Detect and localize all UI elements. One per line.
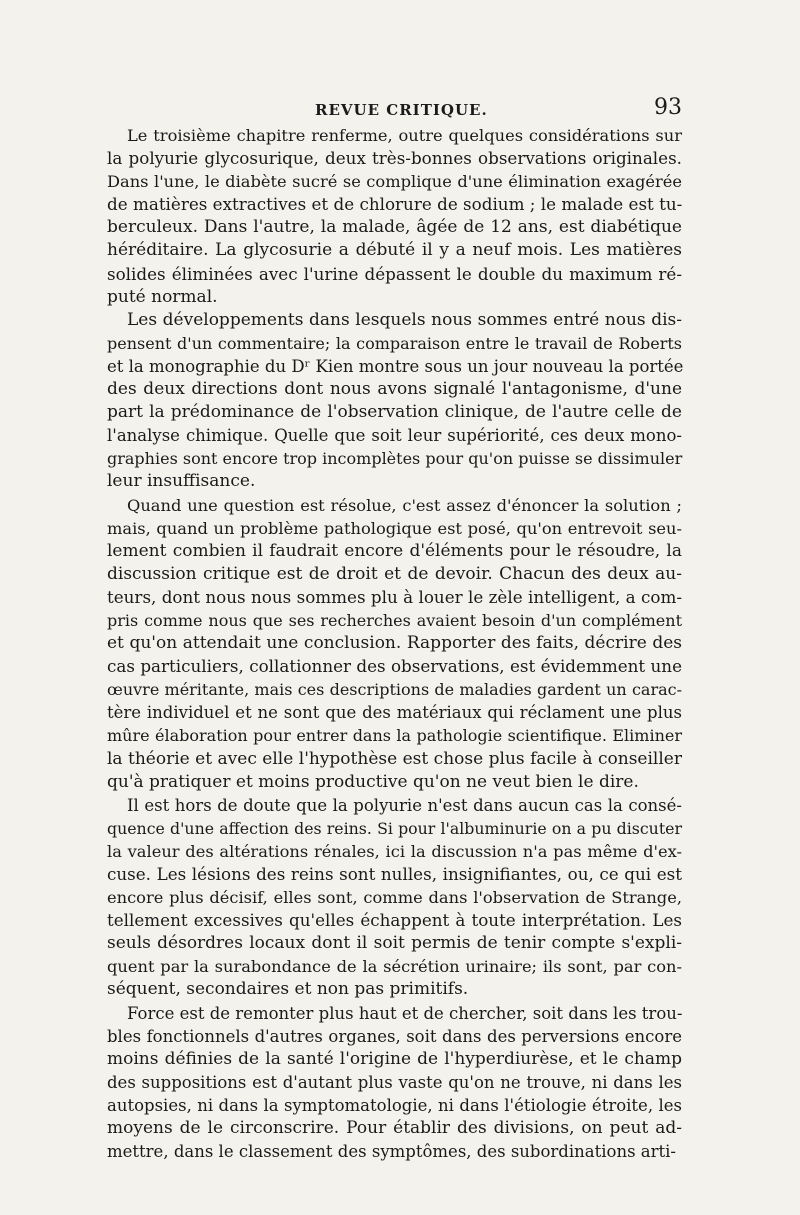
text-line: et la monographie du Dʳ Kien montre sous un jour nouveau la portée (107, 356, 684, 376)
text-line: Il est hors de doute que la polyurie n'est dans aucun cas la consé- (127, 795, 682, 815)
text-line: cas particuliers, collationner des observations, est évidemment une (107, 656, 682, 677)
text-line: quent par la surabondance de la sécrétion urinaire; ils sont, par con- (107, 957, 682, 977)
text-line: cuse. Les lésions des reins sont nulles, insignifiantes, ou, ce qui est (107, 864, 682, 884)
text-line: Le troisième chapitre renferme, outre quelques considérations sur (127, 126, 682, 145)
text-line: berculeux. Dans l'autre, la malade, âgée de 12 ans, est diabétique (107, 217, 682, 238)
paragraph (107, 494, 682, 794)
text-line: l'analyse chimique. Quelle que soit leur supériorité, ces deux mono- (107, 426, 682, 446)
text-line: mais, quand un problème pathologique est posé, qu'on entrevoit seu- (107, 518, 682, 538)
text-line: solides éliminées avec l'urine dépassent le double du maximum ré- (107, 263, 682, 284)
text-line: de matières extractives et de chlorure de sodium ; le malade est tu- (107, 194, 683, 215)
page-number: 93 (654, 95, 682, 120)
text-line: séquent, secondaires et non pas primitifs. (107, 979, 469, 1000)
text-line: héréditaire. La glycosurie a débuté il y a neuf mois. Les matières (107, 240, 682, 261)
text-line: Quand une question est résolue, c'est assez d'énoncer la solution ; (127, 495, 682, 515)
text-line: bles fonctionnels d'autres organes, soit dans des perversions encore (107, 1026, 682, 1046)
text-line: puté normal. (107, 286, 218, 307)
text-line: Dans l'une, le diabète sucré se complique d'une élimination exagérée (107, 172, 682, 192)
text-line: teurs, dont nous nous sommes plu à louer le zèle intelligent, a com- (107, 586, 682, 607)
paragraph (107, 309, 682, 494)
text-line: tellement excessives qu'elles échappent à toute interprétation. Les (107, 910, 682, 931)
text-line: lement combien il faudrait encore d'éléments pour le résoudre, la (107, 540, 682, 561)
paragraph (107, 1002, 682, 1164)
text-line: pensent d'un commentaire; la comparaison entre le travail de Roberts (107, 333, 682, 353)
text-line: mettre, dans le classement des symptômes, des subordinations arti- (107, 1142, 676, 1162)
text-line: moins définies de la santé l'origine de l'hyperdiurèse, et le champ (107, 1048, 682, 1069)
paragraph (107, 124, 682, 309)
text-line: et qu'on attendait une conclusion. Rapporter des faits, décrire des (107, 633, 682, 654)
text-line: des suppositions est d'autant plus vaste qu'on ne trouve, ni dans les (107, 1072, 682, 1092)
text-line: quence d'une affection des reins. Si pour l'albuminurie on a pu discuter (107, 818, 682, 838)
text-line: tère individuel et ne sont que des matériaux qui réclament une plus (107, 703, 682, 723)
running-title: REVUE CRITIQUE. (315, 101, 488, 119)
text-line: œuvre méritante, mais ces descriptions de maladies gardent un carac- (107, 680, 682, 700)
text-line: autopsies, ni dans la symptomatologie, ni dans l'étiologie étroite, les (107, 1095, 682, 1115)
page-header (107, 95, 682, 121)
text-line: encore plus décisif, elles sont, comme dans l'observation de Strange, (107, 888, 682, 908)
text-line: part la prédominance de l'observation clinique, de l'autre celle de (107, 402, 682, 423)
text-line: Les développements dans lesquels nous sommes entré nous dis- (127, 309, 682, 330)
text-line: pris comme nous que ses recherches avaient besoin d'un complément (107, 610, 682, 630)
text-line: mûre élaboration pour entrer dans la pathologie scientifique. Eliminer (107, 726, 682, 746)
text-line: des deux directions dont nous avons signalé l'antagonisme, d'une (107, 379, 682, 400)
text-line: la valeur des altérations rénales, ici la discussion n'a pas même d'ex- (107, 841, 682, 861)
text-line: leur insuffisance. (107, 471, 256, 492)
text-line: graphies sont encore trop incomplètes pour qu'on puisse se dissimuler (107, 449, 683, 469)
body-text (107, 124, 682, 1163)
text-line: Force est de remonter plus haut et de chercher, soit dans les trou- (127, 1003, 683, 1023)
text-line: la polyurie glycosurique, deux très-bonnes observations originales. (107, 148, 682, 169)
text-line: qu'à pratiquer et moins productive qu'on ne veut bien le dire. (107, 771, 639, 792)
text-line: la théorie et avec elle l'hypothèse est chose plus facile à conseiller (107, 748, 682, 769)
text-line: discussion critique est de droit et de devoir. Chacun des deux au- (107, 563, 682, 584)
text-line: moyens de le circonscrire. Pour établir des divisions, on peut ad- (107, 1118, 682, 1139)
text-line: seuls désordres locaux dont il soit permis de tenir compte s'expli- (107, 933, 682, 954)
paragraph (107, 794, 682, 1002)
